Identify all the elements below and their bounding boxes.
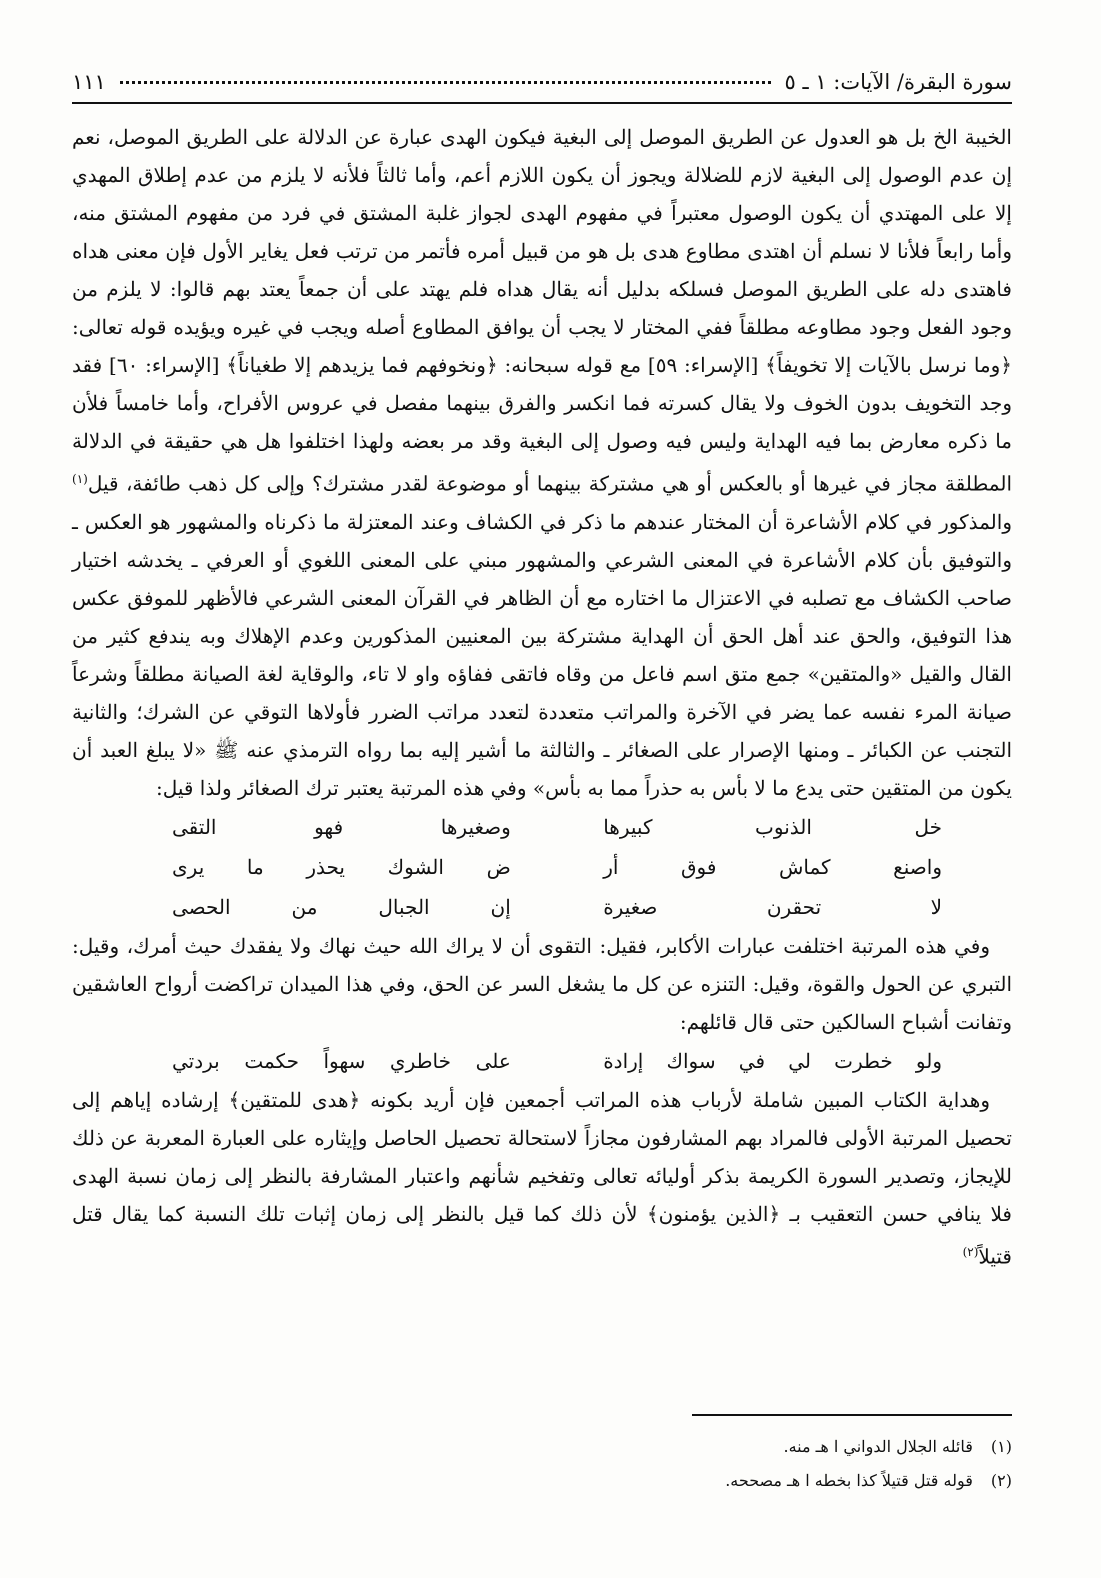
verse-first-hemistich: واصنع كماش فوق أر (603, 854, 942, 879)
poem-2 (72, 1041, 1012, 1081)
paragraph-3-text: وهداية الكتاب المبين شاملة لأرباب هذه المراتب أجمعين فإن أريد بكونه ﴿هدى للمتقين﴾ إرشاده إياهم إلى تحصيل المرتبة الأولى فالمراد بهم المشارفون مجازاً لاستحالة تحصيل الحاصل وإيثاره على العبارة المعربة عن ذلك للإيجاز، وتصدير السورة الكريمة بذكر أوليائه تعالى وتفخيم شأنهم واعتبار المشارفة بالنظر إلى زمان نسبة الهدى فلا ينافي حسن التعقيب بـ ﴿الذين يؤمنون﴾ لأن ذلك كما قيل بالنظر إلى زمان إثبات تلك النسبة كما يقال قتل قتيلاً (72, 1087, 1012, 1269)
verse-first-hemistich: لا تحقرن صغيرة (603, 894, 942, 919)
verse-second-hemistich: على خاطري سهواً حكمت بردتي (172, 1048, 511, 1073)
verse-line (72, 847, 1012, 887)
verse-second-hemistich: وصغيرها فهو التقى (172, 814, 511, 839)
verse-first-hemistich: ولو خطرت لي في سواك إرادة (603, 1048, 942, 1073)
running-header (72, 70, 1012, 104)
footnote-number: (٢) (990, 1471, 1012, 1490)
paragraph-2: وفي هذه المرتبة اختلفت عبارات الأكابر، فقيل: التقوى أن لا يراك الله حيث نهاك ولا يفقدك حيث أمرك، وقيل: التبري عن الحول والقوة، وقيل: التنزه عن كل ما يشغل السر عن الحق، وفي هذا الميدان تراكضت أرواح العاشقين وتفانت أشباح السالكين حتى قال قائلهم: (72, 933, 1012, 1034)
footnote-2 (72, 1464, 1012, 1498)
poem-1 (72, 807, 1012, 927)
footnote-number: (١) (990, 1437, 1012, 1456)
verse-first-hemistich: خل الذنوب كبيرها (603, 814, 942, 839)
paragraph-1 (72, 118, 1012, 807)
page-number: ١١١ (72, 70, 106, 94)
footnote-text: قوله قتل قتيلاً كذا بخطه ا هـ مصححه. (725, 1471, 973, 1490)
footnote-divider (692, 1414, 1012, 1416)
paragraph-1-continuation: والمذكور في كلام الأشاعرة أن المختار عندهم ما ذكر في الكشاف وعند المعتزلة ما ذكرناه والمشهور هو العكس ـ والتوفيق بأن كلام الأشاعرة في المعنى الشرعي والمشهور مبني على المعنى اللغوي أو العرفي ـ يخدشه اختيار صاحب الكشاف مع تصلبه في الاعتزال ما اختاره مع أن الظاهر في القرآن المعنى الشرعي فالأظهر للموفق عكس هذا التوفيق، والحق عند أهل الحق أن الهداية مشتركة بين المعنيين المذكورين وعدم الإهلاك وبه يندفع كثير من القال والقيل «والمتقين» جمع متق اسم فاعل من وقاه فاتقى ففاؤه واو لا تاء، والوقاية لغة الصيانة مطلقاً وشرعاً صيانة المرء نفسه عما يضر في الآخرة والمراتب متعددة لتعدد مراتب الضرر فأولاها التوقي عن الشرك؛ والثانية التجنب عن الكبائر ـ ومنها الإصرار على الصغائر ـ والثالثة ما أشير إليه بما رواه الترمذي عنه ﷺ «لا يبلغ العبد أن يكون من المتقين حتى يدع ما لا بأس به حذراً مما به بأس» وفي هذه المرتبة يعتبر ترك الصغائر ولذا قيل: (72, 509, 1012, 800)
footnote-ref-1: (١) (72, 472, 88, 486)
main-text (72, 118, 1012, 1275)
paragraph-3 (72, 1081, 1012, 1276)
header-leader-dots (120, 81, 771, 84)
verse-second-hemistich: ض الشوك يحذر ما يرى (172, 854, 511, 879)
page (72, 70, 1012, 1275)
footnote-1 (72, 1430, 1012, 1464)
verse-line (72, 887, 1012, 927)
footnote-ref-2: (٢) (962, 1244, 979, 1259)
footnotes (72, 1414, 1012, 1498)
verse-line (72, 807, 1012, 847)
footnote-text: قائله الجلال الدواني ا هـ منه. (783, 1437, 973, 1456)
verse-line (72, 1041, 1012, 1081)
paragraph-1-text: الخيبة الخ بل هو العدول عن الطريق الموصل إلى البغية فيكون الهدى عبارة عن الدلالة على الطريق الموصل، نعم إن عدم الوصول إلى البغية لازم للضلالة ويجوز أن يكون اللازم أعم، وأما ثالثاً فلأنه لا يلزم من عدم إطلاق المهدي إلا على المهتدي أن يكون الوصول معتبراً في مفهوم الهدى لجواز غلبة المشتق في فرد من مفهوم المشتق منه، وأما رابعاً فلأنا لا نسلم أن اهتدى مطاوع هدى بل هو من قبيل أمره فأتمر من ترتب فعل يغاير الأول فإن معنى هداه فاهتدى دله على الطريق الموصل فسلكه بدليل أنه يقال هداه فلم يهتد على أن جمعاً يعتد بهم قالوا: لا يلزم من وجود الفعل وجود مطاوعه مطلقاً ففي المختار لا يجب أن يوافق المطاوع أصله ويجب في غيره ويؤيده قوله تعالى: ﴿وما نرسل بالآيات إلا تخويفاً﴾ [الإسراء: ٥٩] مع قوله سبحانه: ﴿ونخوفهم فما يزيدهم إلا طغياناً﴾ [الإسراء: ٦٠] فقد وجد التخويف بدون الخوف ولا يقال كسرته فما انكسر والفرق بينهما مفصل في عروس الأفراح، وأما خامساً فلأن ما ذكره معارض بما فيه الهداية وليس فيه وصول إلى البغية وقد مر بعضه ولهذا اختلفوا هل هي حقيقة في الدلالة المطلقة مجاز في غيرها أو بالعكس أو هي مشتركة بينهما أو موضوعة لقدر مشترك؟ وإلى كل ذهب طائفة، قيل (72, 125, 1013, 496)
header-title: سورة البقرة/ الآيات: ١ ـ ٥ (784, 70, 1012, 94)
verse-second-hemistich: إن الجبال من الحصى (172, 894, 511, 919)
